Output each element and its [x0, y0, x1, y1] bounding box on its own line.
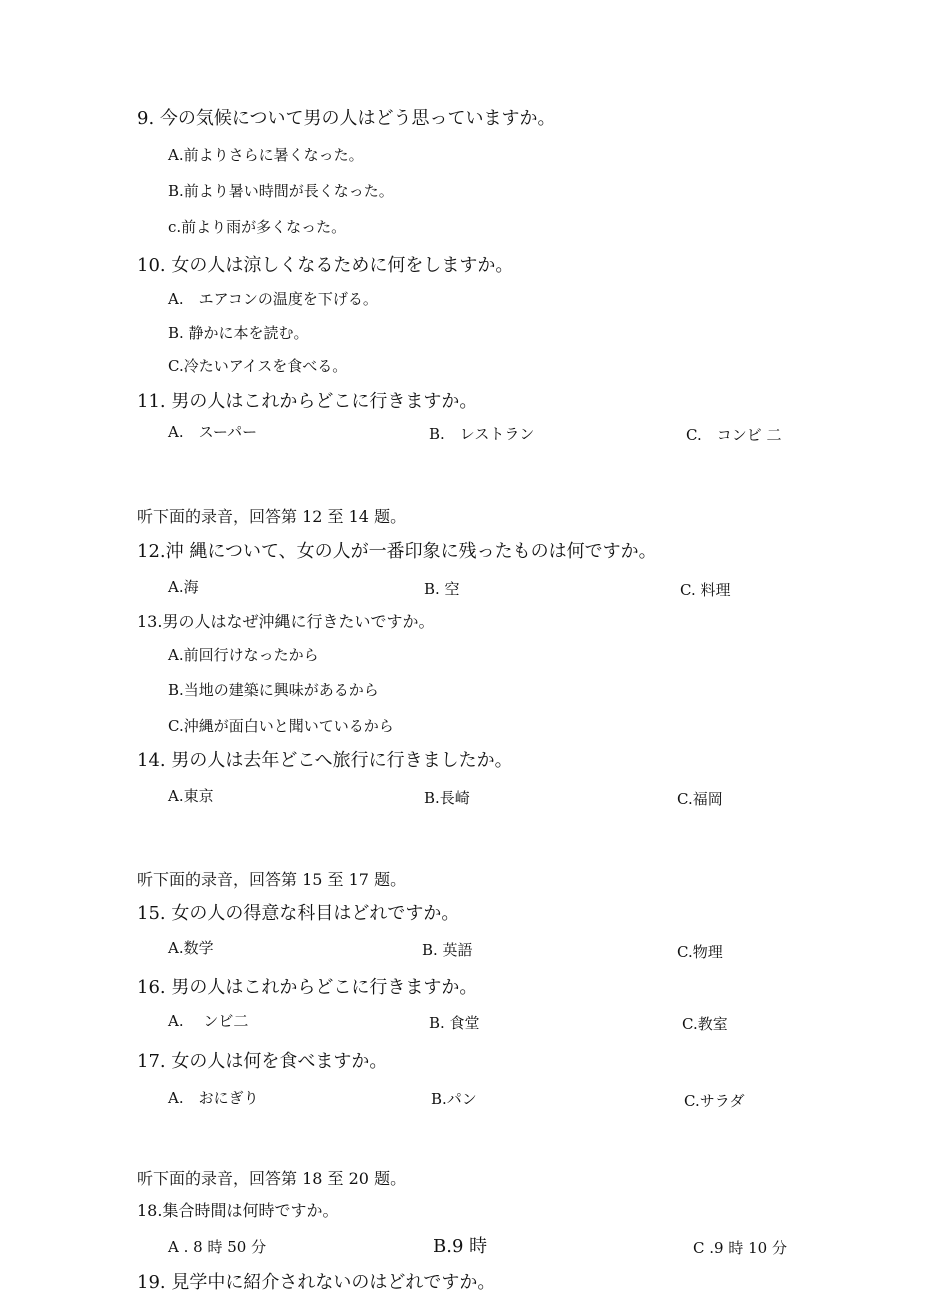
question-12: 12.沖 縄について、女の人が一番印象に残ったものは何ですか。	[137, 541, 657, 562]
question-16: 16. 男の人はこれからどこに行きますか。	[137, 977, 478, 998]
option-12b: B. 空	[424, 580, 460, 598]
option-17b: B.パン	[431, 1090, 477, 1108]
option-11c: C. コンビ 二	[686, 426, 782, 444]
option-15b: B. 英語	[422, 941, 473, 959]
option-14b: B.長崎	[424, 789, 470, 807]
option-15a: A.数学	[168, 939, 214, 957]
option-17c: C.サラダ	[684, 1092, 745, 1110]
question-19: 19. 見学中に紹介されないのはどれですか。	[137, 1272, 496, 1293]
option-9b: B.前より暑い時間が長くなった。	[168, 182, 394, 200]
section-heading-15-17: 听下面的录音，回答第 15 至 17 题。	[137, 870, 407, 889]
section-heading-12-14: 听下面的录音，回答第 12 至 14 题。	[137, 507, 407, 526]
option-17a: A. おにぎり	[168, 1089, 259, 1107]
option-18b: B.9 時	[433, 1236, 488, 1257]
option-9c: c.前より雨が多くなった。	[168, 218, 347, 236]
question-18: 18.集合時間は何時ですか。	[137, 1201, 339, 1220]
option-12c: C. 料理	[680, 581, 731, 599]
option-13c: C.沖縄が面白いと聞いているから	[168, 717, 394, 735]
option-10a: A. エアコンの温度を下げる。	[168, 290, 378, 308]
question-9: 9. 今の気候について男の人はどう思っていますか。	[137, 108, 556, 129]
option-18c: C .9 時 10 分	[693, 1239, 787, 1257]
option-9a: A.前よりさらに暑くなった。	[168, 146, 364, 164]
question-17: 17. 女の人は何を食べますか。	[137, 1051, 388, 1072]
question-10: 10. 女の人は涼しくなるために何をしますか。	[137, 255, 514, 276]
question-11: 11. 男の人はこれからどこに行きますか。	[137, 391, 478, 412]
question-13: 13.男の人はなぜ沖縄に行きたいですか。	[137, 612, 435, 631]
section-heading-18-20: 听下面的录音，回答第 18 至 20 题。	[137, 1169, 407, 1188]
option-10c: C.冷たいアイスを食べる。	[168, 357, 348, 375]
option-13b: B.当地の建築に興味があるから	[168, 681, 379, 699]
question-14: 14. 男の人は去年どこへ旅行に行きましたか。	[137, 750, 513, 771]
option-14a: A.東京	[168, 787, 214, 805]
option-18a: A . 8 時 50 分	[168, 1238, 267, 1256]
option-14c: C.福岡	[677, 790, 723, 808]
option-10b: B. 静かに本を読む。	[168, 324, 309, 342]
option-13a: A.前回行けなったから	[168, 646, 319, 664]
option-16c: C.教室	[682, 1015, 728, 1033]
option-11a: A. スーパー	[168, 423, 258, 441]
option-15c: C.物理	[677, 943, 723, 961]
option-16a: A. ンビ二	[168, 1012, 249, 1030]
option-12a: A.海	[168, 578, 199, 596]
question-15: 15. 女の人の得意な科目はどれですか。	[137, 903, 460, 924]
option-16b: B. 食堂	[429, 1014, 480, 1032]
option-11b: B. レストラン	[429, 425, 535, 443]
